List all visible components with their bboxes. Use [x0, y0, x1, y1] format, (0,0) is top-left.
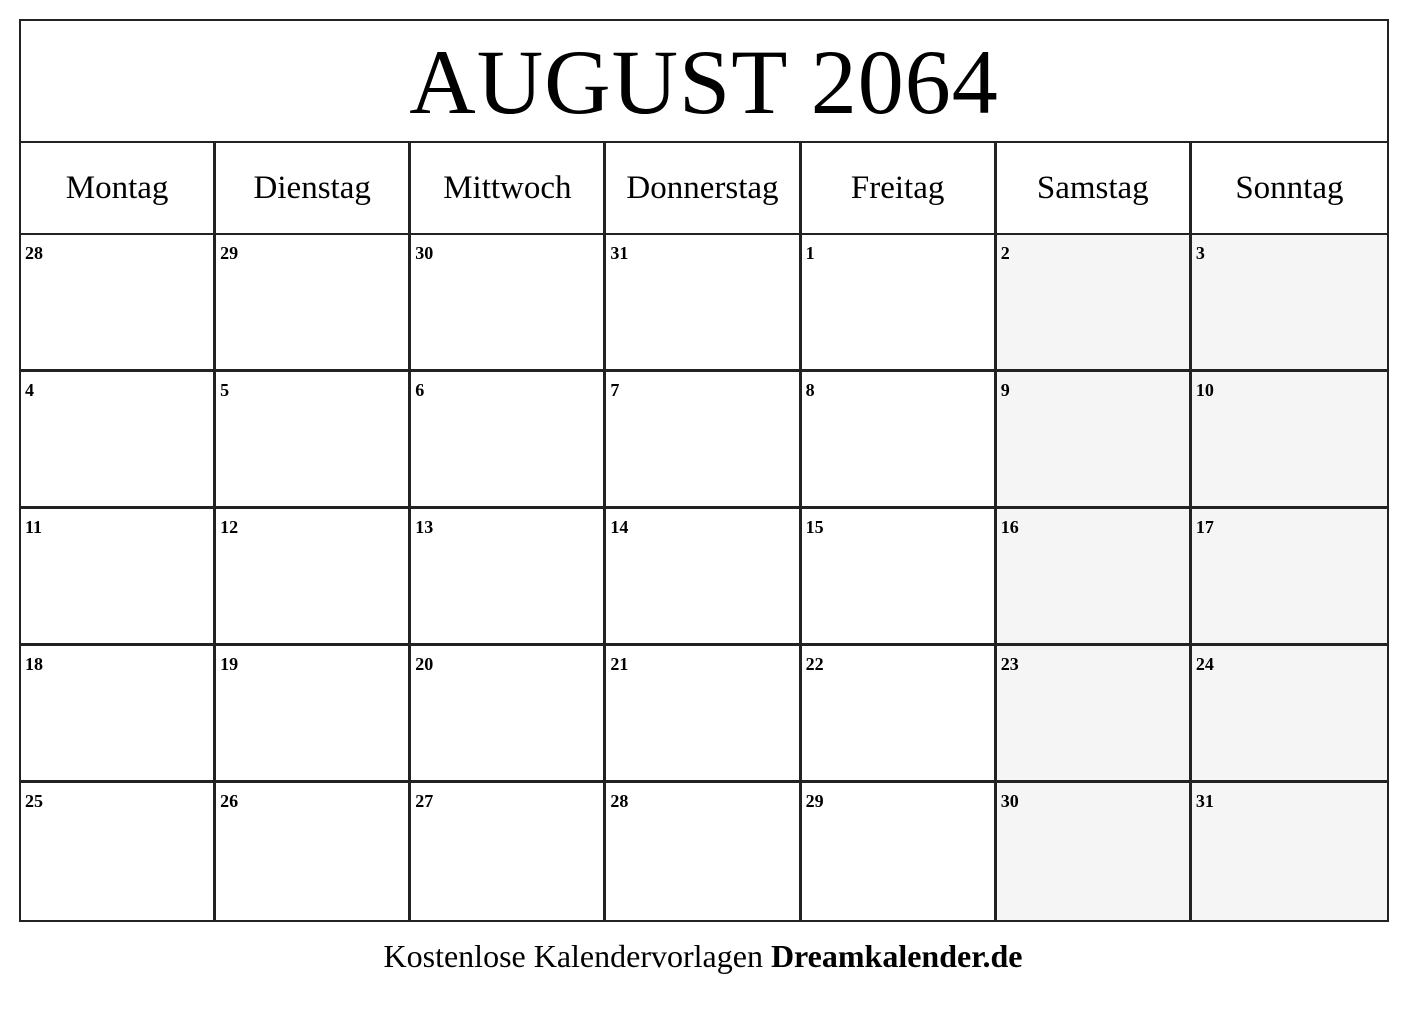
day-number: 4: [25, 380, 34, 400]
day-number: 16: [1000, 517, 1019, 537]
day-number: 28: [610, 791, 629, 811]
day-number: 12: [220, 517, 239, 537]
day-cell[interactable]: [802, 235, 997, 372]
day-cell[interactable]: [411, 783, 606, 920]
weekday-wednesday: Mittwoch: [411, 143, 606, 233]
day-cell[interactable]: [606, 372, 801, 509]
day-number: 9: [1000, 380, 1010, 400]
weekday-sunday: Sonntag: [1235, 169, 1344, 206]
day-number: 24: [1195, 654, 1214, 674]
day-cell[interactable]: [802, 372, 997, 509]
day-cell[interactable]: [606, 509, 801, 646]
day-cell[interactable]: [802, 646, 997, 783]
day-number: 11: [25, 517, 43, 537]
day-cell[interactable]: [216, 783, 411, 920]
day-cell[interactable]: [606, 783, 801, 920]
weekend-day-cell[interactable]: [1192, 646, 1387, 783]
day-cell[interactable]: [606, 646, 801, 783]
day-number: 31: [1195, 791, 1214, 811]
weekday-header-row: [21, 143, 1387, 235]
day-number: 19: [220, 654, 239, 674]
day-cell[interactable]: [411, 509, 606, 646]
day-number: 2: [1000, 243, 1010, 263]
weekend-day-cell[interactable]: [997, 509, 1192, 646]
day-cell[interactable]: [21, 235, 216, 372]
day-number: 6: [415, 380, 425, 400]
day-number: 5: [220, 380, 230, 400]
day-number: 20: [415, 654, 434, 674]
calendar-header: [21, 21, 1387, 143]
day-number: 18: [25, 654, 43, 674]
weekday-saturday: Samstag: [997, 143, 1192, 233]
day-cell[interactable]: [21, 646, 216, 783]
day-number: 29: [805, 791, 824, 811]
day-number: 30: [415, 243, 434, 263]
day-number: 30: [1000, 791, 1019, 811]
weekday-monday: Montag: [21, 143, 216, 233]
footer: [0, 938, 1406, 975]
day-number: 13: [415, 517, 434, 537]
day-cell[interactable]: [802, 783, 997, 920]
day-cell[interactable]: [21, 372, 216, 509]
day-number: 15: [805, 517, 824, 537]
calendar-title: AUGUST 2064: [409, 31, 999, 133]
day-number: 23: [1000, 654, 1019, 674]
weekday-friday: Freitag: [802, 143, 997, 233]
weekday-thursday: Donnerstag: [606, 143, 801, 233]
day-number: 3: [1195, 243, 1205, 263]
day-cell[interactable]: [21, 783, 216, 920]
day-number: 31: [610, 243, 629, 263]
day-number: 21: [610, 654, 629, 674]
day-number: 8: [805, 380, 815, 400]
weekday-tuesday: Dienstag: [216, 143, 411, 233]
day-cell[interactable]: [216, 509, 411, 646]
day-number: 27: [415, 791, 434, 811]
day-number: 22: [805, 654, 824, 674]
weekend-day-cell[interactable]: [1192, 509, 1387, 646]
day-number: 17: [1195, 517, 1214, 537]
weekend-day-cell[interactable]: [997, 646, 1192, 783]
calendar: [19, 19, 1389, 922]
day-cell[interactable]: [21, 509, 216, 646]
weekend-day-cell[interactable]: [1192, 235, 1387, 372]
day-cell[interactable]: [411, 372, 606, 509]
weekend-day-cell[interactable]: [1192, 783, 1387, 920]
footer-text: Kostenlose Kalendervorlagen: [383, 938, 763, 974]
day-cell[interactable]: [216, 372, 411, 509]
day-number: 28: [25, 243, 43, 263]
weekend-day-cell[interactable]: [997, 235, 1192, 372]
day-cell[interactable]: [411, 646, 606, 783]
weekend-day-cell[interactable]: [1192, 372, 1387, 509]
day-number: 1: [805, 243, 815, 263]
day-cell[interactable]: [411, 235, 606, 372]
day-cell[interactable]: [216, 235, 411, 372]
day-number: 29: [220, 243, 239, 263]
weekend-day-cell[interactable]: [997, 372, 1192, 509]
day-number: 7: [610, 380, 620, 400]
day-number: 25: [25, 791, 43, 811]
day-cell[interactable]: [216, 646, 411, 783]
day-number: 10: [1195, 380, 1214, 400]
day-cell[interactable]: [606, 235, 801, 372]
day-number: 14: [610, 517, 629, 537]
day-number: 26: [220, 791, 239, 811]
day-grid: [21, 235, 1387, 920]
day-cell[interactable]: [802, 509, 997, 646]
weekend-day-cell[interactable]: [997, 783, 1192, 920]
footer-brand-link[interactable]: Dreamkalender.de: [770, 938, 1023, 974]
